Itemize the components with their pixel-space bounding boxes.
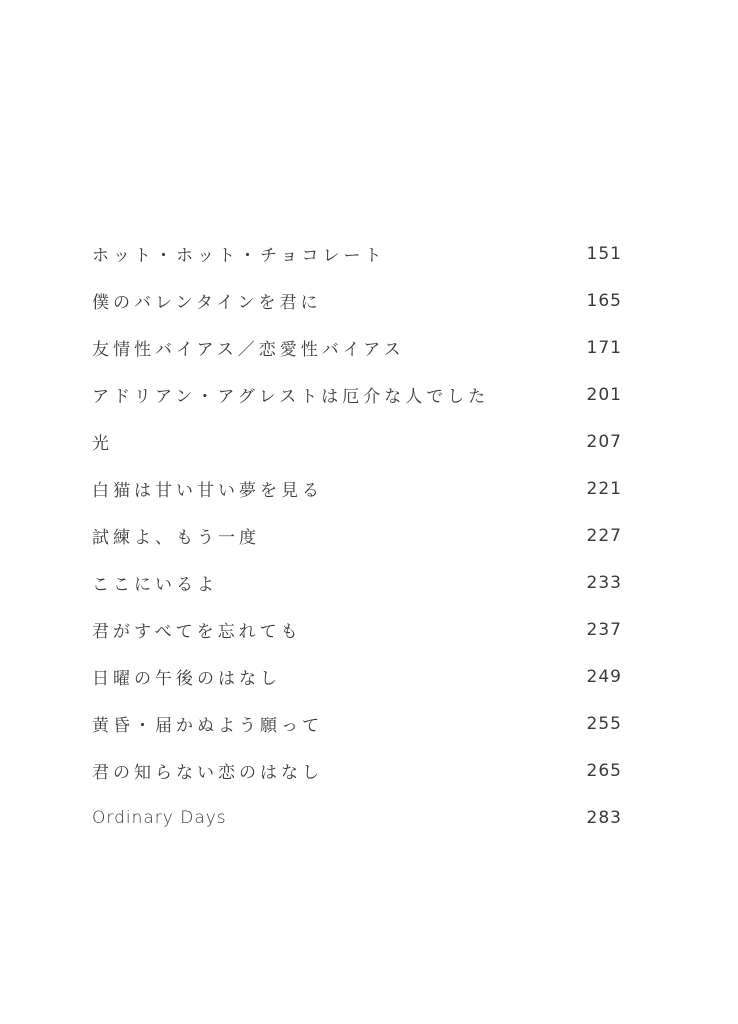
toc-entry-page: 221: [586, 478, 622, 499]
toc-entry-page: 207: [586, 431, 622, 452]
toc-entry-page: 265: [586, 760, 622, 781]
toc-entry-title: 君がすべてを忘れても: [92, 622, 302, 642]
toc-entry: [92, 277, 622, 324]
toc-entry-title: 日曜の午後のはなし: [92, 669, 281, 689]
toc-entry-title: ホット・ホット・チョコレート: [92, 246, 386, 266]
toc-entry-page: 165: [586, 290, 622, 311]
toc-entry-title: 黄昏・届かぬよう願って: [92, 716, 323, 736]
toc-entry-title: Ordinary Days: [92, 807, 227, 828]
toc-entry-page: 233: [586, 572, 622, 593]
toc-entry-title: 試練よ、もう一度: [92, 528, 260, 548]
toc-entry-title: 友情性バイアス／恋愛性バイアス: [92, 340, 405, 360]
toc-entry-page: 201: [586, 384, 622, 405]
toc-entry-page: 227: [586, 525, 622, 546]
toc-entry: [92, 794, 622, 841]
toc-entry-page: 171: [586, 337, 622, 358]
toc-entry: [92, 230, 622, 277]
toc-entry: [92, 700, 622, 747]
toc-entry: [92, 653, 622, 700]
toc-entry: [92, 559, 622, 606]
toc-entry: [92, 371, 622, 418]
toc-entry-page: 151: [586, 243, 622, 264]
toc-entry-page: 237: [586, 619, 622, 640]
toc-entry-title: アドリアン・アグレストは厄介な人でした: [92, 387, 490, 407]
toc-entry: [92, 418, 622, 465]
toc-entry-title: 光: [92, 434, 113, 454]
toc-entry: [92, 465, 622, 512]
toc-entry-title: 僕のバレンタインを君に: [92, 293, 322, 313]
toc-entry-title: 白猫は甘い甘い夢を見る: [92, 481, 323, 501]
toc-entry: [92, 324, 622, 371]
toc-entry-page: 283: [586, 807, 622, 828]
toc-entry-page: 255: [586, 713, 622, 734]
toc-entry: [92, 512, 622, 559]
toc-entry-page: 249: [586, 666, 622, 687]
table-of-contents: [92, 230, 622, 841]
toc-entry: [92, 747, 622, 794]
toc-entry-title: 君の知らない恋のはなし: [92, 763, 323, 783]
toc-entry-title: ここにいるよ: [92, 575, 218, 595]
toc-entry: [92, 606, 622, 653]
